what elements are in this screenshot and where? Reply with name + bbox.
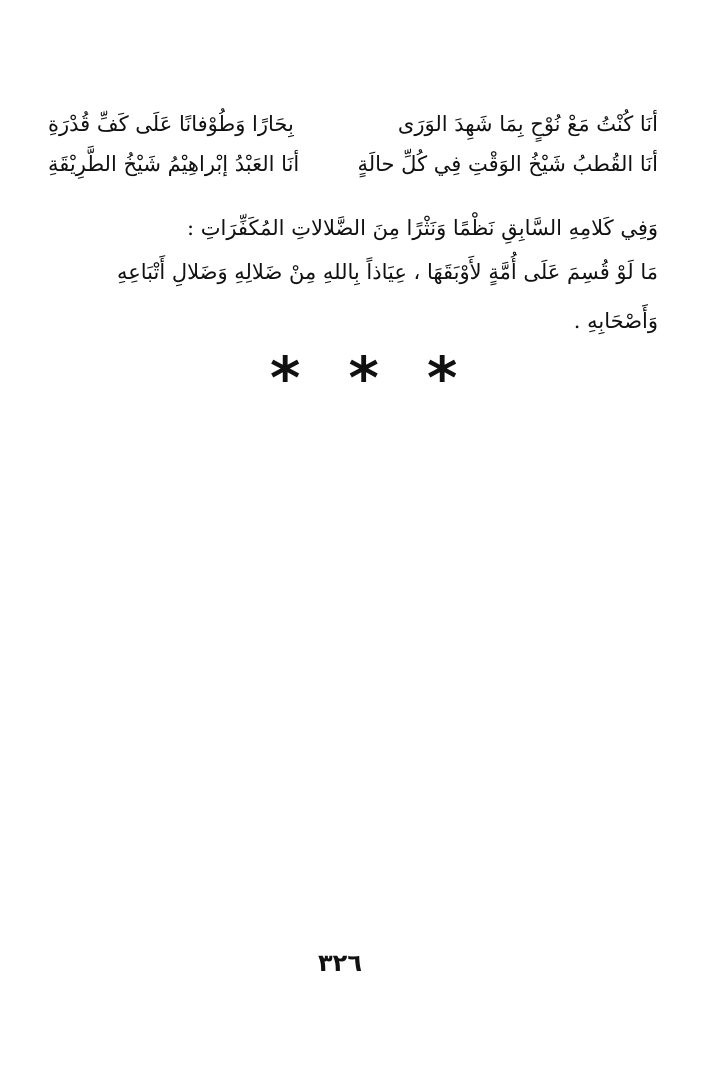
verse-first-hemistich: أنَا القُطبُ شَيْخُ الوَقْتِ فِي كُلِّ حالَةٍ (357, 152, 658, 176)
prose-line: مَا لَوْ قُسِمَ عَلَى أُمَّةٍ لأَوْبَقَهَا ، عِيَاذاً بِاللهِ مِنْ ضَلالِهِ وَضَلالِ أَتْبَاعِهِ (116, 260, 658, 284)
verse-second-hemistich: بِحَارًا وَطُوْفانًا عَلَى كَفِّ قُدْرَةِ (48, 112, 294, 136)
poem-verse-line (48, 144, 658, 184)
section-separator: * * * (270, 344, 472, 412)
poem-verse-line (48, 104, 658, 144)
verse-second-hemistich: أنَا العَبْدُ إبْراهِيْمُ شَيْخُ الطَّرِيْقَةِ (48, 152, 300, 176)
prose-line: وَفِي كَلامِهِ السَّابِقِ نَظْمًا وَنَثْرًا مِنَ الضَّلالاتِ المُكَفِّرَاتِ : (186, 216, 658, 240)
page-number: ٣٢٦ (318, 949, 362, 977)
prose-line: وَأَصْحَابِهِ . (573, 309, 658, 333)
verse-first-hemistich: أنَا كُنْتُ مَعْ نُوْحٍ بِمَا شَهِدَ الوَرَى (397, 112, 658, 136)
